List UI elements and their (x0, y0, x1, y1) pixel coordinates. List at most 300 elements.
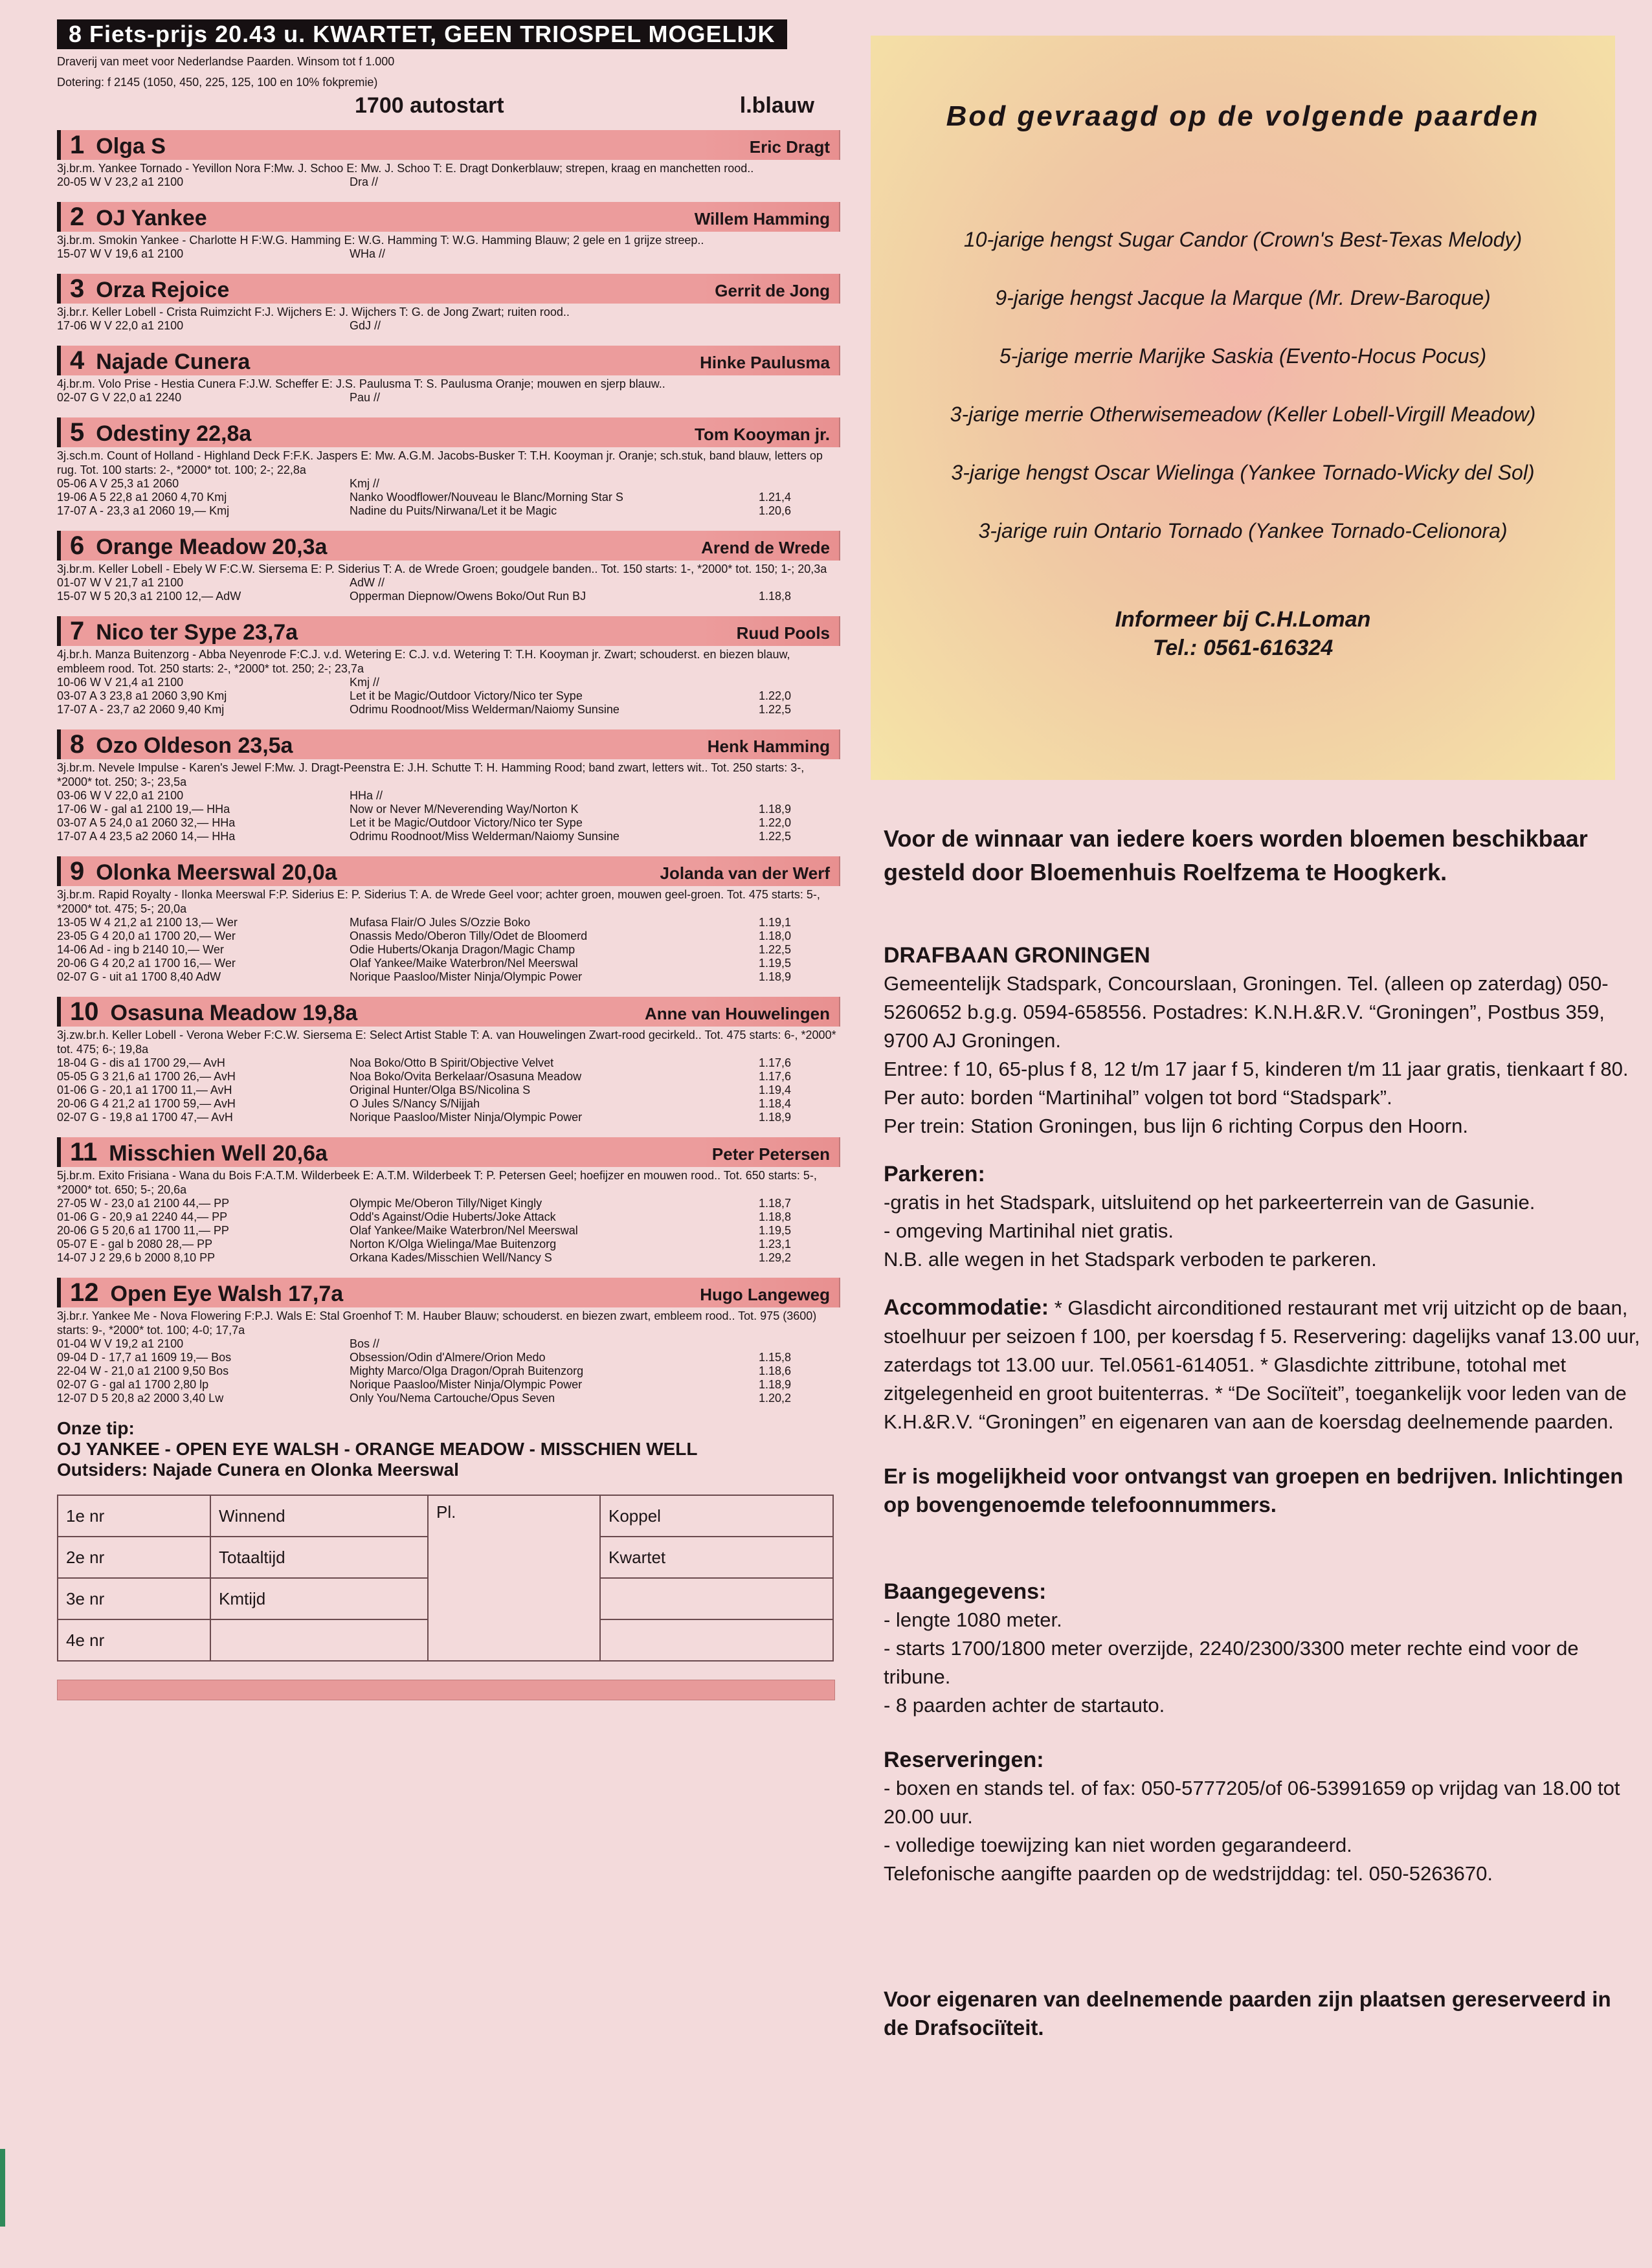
form-cell: 1.19,4 (759, 1084, 792, 1096)
form-cell: 03-07 A 5 24,0 a1 2060 32,— HHa (57, 816, 236, 829)
horse-pedigree: 3j.br.m. Smokin Yankee - Charlotte H F:W.G. Hamming E: W.G. Hamming T: W.G. Hamming Blauw; 2 gele en 1 grijze streep.. (57, 234, 704, 247)
result-cell: 4e nr (58, 1619, 210, 1661)
result-cell: Totaaltijd (210, 1537, 428, 1578)
form-cell: Norique Paasloo/Mister Ninja/Olympic Power (350, 970, 583, 983)
form-table (57, 1197, 799, 1265)
info-line: Per auto: borden “Martinihal” volgen tot bord “Stadspark”. (884, 1086, 1392, 1109)
form-cell (759, 789, 799, 803)
form-cell: 01-06 G - 20,9 a1 2240 44,— PP (57, 1210, 228, 1223)
horse-number: 4 (70, 346, 85, 375)
form-row (57, 916, 799, 929)
result-cell (210, 1619, 428, 1661)
form-cell: 17-07 A 4 23,5 a2 2060 14,— HHa (57, 830, 236, 843)
horse-pedigree: 4j.br.h. Manza Buitenzorg - Abba Neyenrode F:C.J. v.d. Wetering E: C.J. v.d. Wetering T: T.H. Kooyman jr. Zwart; schouderst. en biezen blauw, embleem rood. Tot. 250 starts: 2-, *2000* tot. 250; 2-; 23,7a (57, 648, 790, 675)
form-cell (759, 391, 766, 405)
form-cell: Orkana Kades/Misschien Well/Nancy S (350, 1251, 552, 1264)
form-cell: Noa Boko/Ovita Berkelaar/Osasuna Meadow (350, 1070, 582, 1083)
horse-title (70, 1276, 343, 1307)
horse-entry (57, 616, 840, 717)
drafbaan-lines (884, 970, 1641, 1140)
info-line: Gemeentelijk Stadspark, Concourslaan, Groningen. Tel. (alleen op zaterdag) 050-5260652 b.g.g. 0594-658556. Postadres: K.N.H.&R.V. “Groningen”, Postbus 359, 9700 AJ Groningen. (884, 972, 1609, 1052)
form-cell: 17-07 A - 23,3 a1 2060 19,— Kmj (57, 504, 230, 517)
info-line: - volledige toewijzing kan niet worden gegarandeerd. (884, 1834, 1352, 1856)
form-cell: 1.22,5 (759, 703, 792, 716)
form-cell: 1.18,4 (759, 1097, 792, 1110)
form-row (57, 175, 766, 189)
horse-number: 10 (70, 997, 99, 1026)
horse-pedigree: 4j.br.m. Volo Prise - Hestia Cunera F:J.W. Scheffer E: J.S. Paulusma T: S. Paulusma Oranje; mouwen en sjerp blauw.. (57, 377, 665, 390)
form-cell: WHa // (350, 247, 386, 260)
horse-driver: Tom Kooyman jr. (695, 425, 830, 444)
form-cell (759, 319, 766, 333)
horse-entry (57, 346, 840, 405)
form-row (57, 830, 799, 843)
form-cell: 1.18,8 (759, 590, 792, 603)
result-cell (600, 1619, 833, 1661)
form-cell: 13-05 W 4 21,2 a1 2100 13,— Wer (57, 916, 238, 929)
horse-title (70, 728, 293, 759)
horse-pedigree: 3j.br.m. Nevele Impulse - Karen's Jewel F:Mw. J. Dragt-Peenstra E: J.H. Schutte T: H. Hamming Rood; band zwart, letters wit.. Tot. 250 starts: 3-, *2000* tot. 250; 3-; 23,5a (57, 761, 805, 788)
form-row (57, 1070, 799, 1084)
parkeren-section (884, 1160, 1641, 1274)
form-row (57, 803, 799, 816)
horse-number: 7 (70, 617, 85, 645)
form-cell: 09-04 D - 17,7 a1 1609 19,— Bos (57, 1351, 232, 1364)
horse-entry (57, 729, 840, 843)
form-row (57, 477, 799, 491)
horse-name: Najade Cunera (96, 350, 251, 374)
ad-contact (871, 605, 1615, 662)
horse-driver: Henk Hamming (707, 737, 830, 756)
form-cell: 01-06 G - 20,1 a1 1700 11,— AvH (57, 1084, 232, 1096)
horse-driver: Jolanda van der Werf (660, 863, 830, 883)
form-cell (759, 477, 799, 491)
form-table (57, 676, 799, 717)
form-cell: Only You/Nema Cartouche/Opus Seven (350, 1392, 555, 1405)
form-cell: 1.29,2 (759, 1251, 792, 1264)
form-cell: Now or Never M/Neverending Way/Norton K (350, 803, 579, 816)
result-cell (600, 1578, 833, 1619)
form-cell: GdJ // (350, 319, 381, 332)
ad-box (871, 36, 1615, 780)
form-cell: Obsession/Odin d'Almere/Orion Medo (350, 1351, 546, 1364)
horse-name: Olga S (96, 134, 166, 159)
info-line: - omgeving Martinihal niet gratis. (884, 1219, 1174, 1242)
horse-driver: Hinke Paulusma (700, 353, 830, 372)
form-row (57, 1364, 799, 1378)
horse-title (70, 272, 229, 304)
result-cell: 3e nr (58, 1578, 210, 1619)
form-table (57, 789, 799, 843)
form-row (57, 576, 799, 590)
form-cell: Original Hunter/Olga BS/Nicolina S (350, 1084, 531, 1096)
horse-number: 12 (70, 1278, 99, 1307)
horse-pedigree: 3j.br.m. Yankee Tornado - Yevillon Nora F:Mw. J. Schoo E: Mw. J. Schoo T: E. Dragt Donkerblauw; strepen, kraag en manchetten rood.. (57, 162, 754, 175)
form-cell (759, 1337, 799, 1351)
form-cell (759, 576, 799, 590)
form-row (57, 491, 799, 504)
reserveringen-title: Reserveringen: (884, 1748, 1044, 1772)
horse-entry (57, 1137, 840, 1265)
horse-driver: Willem Hamming (694, 209, 830, 228)
horse-entry (57, 202, 840, 261)
ad-contact-phone: Tel.: 0561-616324 (1152, 636, 1334, 660)
horse-number: 9 (70, 857, 85, 885)
form-cell: 14-06 Ad - ing b 2140 10,— Wer (57, 943, 224, 956)
form-row (57, 1097, 799, 1111)
parkeren-lines (884, 1188, 1641, 1274)
form-cell: 17-06 W - gal a1 2100 19,— HHa (57, 803, 230, 816)
horse-name: Ozo Oldeson 23,5a (96, 733, 293, 758)
form-cell: 01-07 W V 21,7 a1 2100 (57, 576, 184, 589)
form-table (57, 391, 766, 405)
horse-pedigree: 3j.br.m. Rapid Royalty - Ilonka Meerswal F:P. Siderius E: P. Siderius T: A. de Wrede Geel voor; achter groen, mouwen geel-groen. Tot. 475 starts: 5-, *2000* tot. 475; 5-; 20,0a (57, 888, 820, 915)
form-cell: 1.17,6 (759, 1056, 792, 1069)
horse-bar (57, 274, 840, 304)
horse-number: 1 (70, 131, 85, 159)
form-row (57, 1251, 799, 1265)
form-cell: 02-07 G - uit a1 1700 8,40 AdW (57, 970, 221, 983)
tip-label: Onze tip: (57, 1418, 135, 1438)
horse-title (70, 416, 251, 447)
form-cell: O Jules S/Nancy S/Nijjah (350, 1097, 480, 1110)
horse-bar (57, 616, 840, 646)
form-table (57, 175, 766, 189)
horse-name: Osasuna Meadow 19,8a (110, 1001, 358, 1025)
horse-driver: Arend de Wrede (701, 538, 830, 557)
accommodatie-section (884, 1293, 1641, 1436)
horse-bar (57, 729, 840, 759)
horse-bar (57, 1137, 840, 1167)
form-cell: 1.21,4 (759, 491, 792, 504)
form-cell: 23-05 G 4 20,0 a1 1700 20,— Wer (57, 929, 236, 942)
race-distance: 1700 autostart (355, 93, 504, 118)
horse-number: 5 (70, 418, 85, 447)
horse-driver: Peter Petersen (711, 1144, 830, 1164)
form-cell: HHa // (350, 789, 383, 802)
form-cell: 05-07 E - gal b 2080 28,— PP (57, 1238, 213, 1251)
horse-entry (57, 531, 840, 603)
form-row (57, 319, 766, 333)
info-line: Telefonische aangifte paarden op de wedstrijddag: tel. 050-5263670. (884, 1862, 1493, 1885)
horse-number: 2 (70, 203, 85, 231)
form-row (57, 1224, 799, 1238)
horse-name: Orange Meadow 20,3a (96, 535, 328, 559)
form-cell: 1.18,7 (759, 1197, 792, 1210)
horse-title (70, 1135, 328, 1167)
form-cell: Onassis Medo/Oberon Tilly/Odet de Bloomerd (350, 929, 588, 942)
form-cell: 22-04 W - 21,0 a1 2100 9,50 Bos (57, 1364, 229, 1377)
form-cell: 1.15,8 (759, 1351, 792, 1364)
form-cell: Let it be Magic/Outdoor Victory/Nico ter Sype (350, 689, 583, 702)
form-row (57, 789, 799, 803)
form-cell: 1.18,8 (759, 1210, 792, 1223)
horse-title (70, 344, 250, 375)
form-cell: Nanko Woodflower/Nouveau le Blanc/Morning Star S (350, 491, 623, 504)
form-cell: Nadine du Puits/Nirwana/Let it be Magic (350, 504, 557, 517)
info-column (884, 822, 1641, 2042)
form-cell: 1.23,1 (759, 1238, 792, 1251)
baan-lines (884, 1606, 1641, 1720)
ad-item: 5-jarige merrie Marijke Saskia (Evento-Hocus Pocus) (999, 344, 1487, 368)
info-line: - lengte 1080 meter. (884, 1608, 1062, 1631)
horse-name: Misschien Well 20,6a (109, 1141, 328, 1166)
result-cell: Kwartet (600, 1537, 833, 1578)
form-row (57, 1378, 799, 1392)
horse-entry (57, 856, 840, 984)
form-cell: 02-07 G - gal a1 1700 2,80 lp (57, 1378, 209, 1391)
form-cell: Olympic Me/Oberon Tilly/Niget Kingly (350, 1197, 542, 1210)
horse-name: Odestiny 22,8a (96, 421, 252, 446)
form-cell: Dra // (350, 175, 379, 188)
form-cell: Norton K/Olga Wielinga/Mae Buitenzorg (350, 1238, 557, 1251)
result-cell: Koppel (600, 1495, 833, 1537)
form-cell: 03-07 A 3 23,8 a1 2060 3,90 Kmj (57, 689, 227, 702)
form-cell: 27-05 W - 23,0 a1 2100 44,— PP (57, 1197, 230, 1210)
form-cell: 02-07 G V 22,0 a1 2240 (57, 391, 182, 404)
info-line: Per trein: Station Groningen, bus lijn 6 richting Corpus den Hoorn. (884, 1115, 1468, 1137)
horse-driver: Anne van Houwelingen (644, 1004, 830, 1023)
owners-notice: Voor eigenaren van deelnemende paarden zijn plaatsen gereserveerd in de Drafsociïteit. (884, 1987, 1611, 2040)
form-row (57, 689, 799, 703)
horse-entry (57, 417, 840, 518)
form-cell: 17-06 W V 22,0 a1 2100 (57, 319, 184, 332)
form-cell: Norique Paasloo/Mister Ninja/Olympic Power (350, 1378, 583, 1391)
form-cell: Kmj // (350, 676, 380, 689)
form-row (57, 1197, 799, 1210)
form-cell: 02-07 G - 19,8 a1 1700 47,— AvH (57, 1111, 233, 1124)
horse-pedigree: 3j.br.m. Keller Lobell - Ebely W F:C.W. Siersema E: P. Siderius T: A. de Wrede Groen; goudgele banden.. Tot. 150 starts: 1-, *2000* tot. 150; 1-; 20,3a (57, 562, 827, 575)
form-cell: 1.17,6 (759, 1070, 792, 1083)
race-program (57, 19, 840, 1700)
form-cell: 1.22,0 (759, 816, 792, 829)
horse-pedigree: 3j.br.r. Keller Lobell - Crista Ruimzicht F:J. Wijchers E: J. Wijchers T: G. de Jong Zwart; ruiten rood.. (57, 306, 570, 318)
flowers-notice: Voor de winnaar van iedere koers worden bloemen beschikbaar gesteld door Bloemenhuis Roelfzema te Hoogkerk. (884, 825, 1588, 885)
tip-section (57, 1418, 840, 1480)
result-cell: 2e nr (58, 1537, 210, 1578)
form-cell: 1.19,5 (759, 957, 792, 970)
form-cell: Odie Huberts/Okanja Dragon/Magic Champ (350, 943, 575, 956)
horse-number: 11 (70, 1138, 98, 1166)
form-cell: 1.18,9 (759, 1111, 792, 1124)
baan-title: Baangegevens: (884, 1579, 1047, 1604)
horse-driver: Eric Dragt (749, 137, 830, 157)
result-cell: Winnend (210, 1495, 428, 1537)
drafbaan-title: DRAFBAAN GRONINGEN (884, 943, 1150, 968)
form-cell: 14-07 J 2 29,6 b 2000 8,10 PP (57, 1251, 216, 1264)
ad-item: 3-jarige merrie Otherwisemeadow (Keller Lobell-Virgill Meadow) (950, 403, 1536, 426)
info-line: -gratis in het Stadspark, uitsluitend op het parkeerterrein van de Gasunie. (884, 1191, 1535, 1214)
form-cell: 1.22,0 (759, 689, 792, 702)
form-row (57, 247, 766, 261)
form-row (57, 929, 799, 943)
horse-name: Nico ter Sype 23,7a (96, 620, 298, 645)
form-cell: 20-06 G 5 20,6 a1 1700 11,— PP (57, 1224, 229, 1237)
horse-bar (57, 202, 840, 232)
form-cell: 1.18,0 (759, 929, 792, 942)
race-color: l.blauw (739, 93, 814, 118)
baan-section (884, 1577, 1641, 1720)
horse-bar (57, 417, 840, 447)
race-prize: Dotering: f 2145 (1050, 450, 225, 125, 100 en 10% fokpremie) (57, 76, 378, 89)
form-cell: 10-06 W V 21,4 a1 2100 (57, 676, 184, 689)
form-cell: 15-07 W V 19,6 a1 2100 (57, 247, 184, 260)
tip-outsiders: Outsiders: Najade Cunera en Olonka Meerswal (57, 1460, 459, 1480)
form-row (57, 1056, 799, 1070)
form-row (57, 1337, 799, 1351)
ad-item: 3-jarige hengst Oscar Wielinga (Yankee Tornado-Wicky del Sol) (951, 461, 1535, 484)
horse-title (70, 529, 327, 561)
horse-title (70, 854, 337, 886)
horse-title (70, 200, 207, 232)
form-cell: Opperman Diepnow/Owens Boko/Out Run BJ (350, 590, 586, 603)
form-cell: Odrimu Roodnoot/Miss Welderman/Naiomy Sunsine (350, 830, 620, 843)
ad-item: 3-jarige ruin Ontario Tornado (Yankee Tornado-Celionora) (978, 519, 1508, 542)
info-line: - starts 1700/1800 meter overzijde, 2240/2300/3300 meter rechte eind voor de tribune. (884, 1637, 1579, 1688)
info-line: N.B. alle wegen in het Stadspark verboden te parkeren. (884, 1248, 1377, 1271)
horse-title (70, 614, 298, 646)
form-cell: 1.18,6 (759, 1364, 792, 1377)
horse-number: 8 (70, 730, 85, 759)
horse-entry (57, 997, 840, 1124)
horse-entry (57, 274, 840, 333)
info-line: - boxen en stands tel. of fax: 050-5777205/of 06-53991659 op vrijdag van 18.00 tot 20.00 uur. (884, 1777, 1620, 1828)
form-row (57, 590, 799, 603)
form-table (57, 247, 766, 261)
horse-driver: Ruud Pools (736, 623, 830, 643)
form-cell: 05-06 A V 25,3 a1 2060 (57, 477, 179, 490)
race-meta (57, 93, 840, 118)
horse-entry (57, 1278, 840, 1405)
ad-contact-name: Informeer bij C.H.Loman (1115, 607, 1371, 632)
horse-number: 3 (70, 274, 85, 303)
form-row (57, 1210, 799, 1224)
form-cell: 17-07 A - 23,7 a2 2060 9,40 Kmj (57, 703, 225, 716)
form-row (57, 676, 799, 689)
form-cell: 1.18,9 (759, 970, 792, 983)
horse-bar (57, 856, 840, 886)
form-table (57, 916, 799, 984)
horse-bar (57, 346, 840, 375)
form-cell: Olaf Yankee/Maike Waterbron/Nel Meerswal (350, 957, 578, 970)
form-cell: 1.19,5 (759, 1224, 792, 1237)
horse-pedigree: 5j.br.m. Exito Frisiana - Wana du Bois F:A.T.M. Wilderbeek E: A.T.M. Wilderbeek T: P. Petersen Geel; hoefijzer en mouwen rood.. Tot. 650 starts: 5-, *2000* tot. 650; 5-; 20,6a (57, 1169, 817, 1196)
form-cell: 15-07 W 5 20,3 a1 2100 12,— AdW (57, 590, 241, 603)
form-cell: 1.18,9 (759, 1378, 792, 1391)
form-cell: 1.22,5 (759, 830, 792, 843)
form-cell: Mighty Marco/Olga Dragon/Oprah Buitenzorg (350, 1364, 584, 1377)
accommodatie-title: Accommodatie: (884, 1295, 1049, 1320)
form-table (57, 477, 799, 518)
result-table (57, 1495, 834, 1662)
form-cell: Kmj // (350, 477, 380, 490)
horse-driver: Hugo Langeweg (700, 1285, 830, 1304)
parkeren-title: Parkeren: (884, 1162, 985, 1186)
horse-pedigree: 3j.br.r. Yankee Me - Nova Flowering F:P.J. Wals E: Stal Groenhof T: M. Hauber Blauw; schouderst. en biezen zwart, embleem rood.. Tot. 975 (3600) starts: 9-, *2000* tot. 100; 4-0; 17,7a (57, 1309, 817, 1337)
horse-driver: Gerrit de Jong (715, 281, 830, 300)
form-table (57, 1056, 799, 1124)
form-cell: 19-06 A 5 22,8 a1 2060 4,70 Kmj (57, 491, 227, 504)
form-table (57, 319, 766, 333)
form-cell: Norique Paasloo/Mister Ninja/Olympic Power (350, 1111, 583, 1124)
form-cell: 03-06 W V 22,0 a1 2100 (57, 789, 184, 802)
horse-number: 6 (70, 531, 85, 560)
reserveringen-section (884, 1746, 1641, 1888)
horse-name: Open Eye Walsh 17,7a (110, 1282, 344, 1306)
form-cell: Bos // (350, 1337, 380, 1350)
form-row (57, 1111, 799, 1124)
horse-entry (57, 130, 840, 189)
form-table (57, 576, 799, 603)
drafbaan-section (884, 941, 1641, 1140)
form-cell: Noa Boko/Otto B Spirit/Objective Velvet (350, 1056, 554, 1069)
form-cell: 1.20,6 (759, 504, 792, 517)
form-cell: Let it be Magic/Outdoor Victory/Nico ter Sype (350, 816, 583, 829)
form-cell: 20-05 W V 23,2 a1 2100 (57, 175, 184, 188)
race-subtitle: Draverij van meet voor Nederlandse Paarden. Winsom tot f 1.000 (57, 55, 395, 68)
form-row (57, 1351, 799, 1364)
tip-picks: OJ YANKEE - OPEN EYE WALSH - ORANGE MEADOW - MISSCHIEN WELL (57, 1439, 698, 1459)
horse-name: OJ Yankee (96, 206, 207, 230)
form-cell: 12-07 D 5 20,8 a2 2000 3,40 Lw (57, 1392, 224, 1405)
horse-list (57, 130, 840, 1405)
form-cell: 1.20,2 (759, 1392, 792, 1405)
form-table (57, 1337, 799, 1405)
form-cell: 01-04 W V 19,2 a1 2100 (57, 1337, 184, 1350)
form-row (57, 816, 799, 830)
form-cell: Odrimu Roodnoot/Miss Welderman/Naiomy Sunsine (350, 703, 620, 716)
result-cell: 1e nr (58, 1495, 210, 1537)
horse-title (70, 128, 166, 160)
form-cell: 20-06 G 4 20,2 a1 1700 16,— Wer (57, 957, 236, 970)
ad-title: Bod gevraagd op de volgende paarden (946, 100, 1540, 132)
form-cell: Odd's Against/Odie Huberts/Joke Attack (350, 1210, 556, 1223)
form-row (57, 703, 799, 717)
form-cell: AdW // (350, 576, 385, 589)
reserveringen-lines (884, 1774, 1641, 1888)
result-cell: Pl. (428, 1495, 600, 1661)
form-row (57, 504, 799, 518)
form-cell: 18-04 G - dis a1 1700 29,— AvH (57, 1056, 225, 1069)
accommodatie-text: * Glasdicht airconditioned restaurant met vrij uitzicht op de baan, stoelhuur per seizoen f 100, per koersdag f 5. Reservering: dagelijks vanaf 13.00 uur, zaterdags tot 13.00 uur. Tel.0561-614051. * Glasdichte zittribune, totohal met zitgelegenheid en groot buitenterras. * “De Sociïteit”, toegankelijk voor leden van de K.H.&R.V. “Groningen” en eigenaren van aan de koersdag deelnemende paarden. (884, 1296, 1640, 1433)
horse-bar (57, 130, 840, 160)
result-cell: Kmtijd (210, 1578, 428, 1619)
info-line: Entree: f 10, 65-plus f 8, 12 t/m 17 jaar f 5, kinderen t/m 11 jaar gratis, tienkaart f 80. (884, 1058, 1629, 1080)
bottom-bar (57, 1680, 835, 1700)
info-line: - 8 paarden achter de startauto. (884, 1694, 1165, 1717)
form-cell: 1.22,5 (759, 943, 792, 956)
form-cell: 1.18,9 (759, 803, 792, 816)
form-cell: Mufasa Flair/O Jules S/Ozzie Boko (350, 916, 531, 929)
race-header: 8 Fiets-prijs 20.43 u. KWARTET, GEEN TRIOSPEL MOGELIJK (57, 19, 787, 49)
ad-item: 10-jarige hengst Sugar Candor (Crown's Best-Texas Melody) (963, 228, 1523, 251)
groepen-notice: Er is mogelijkheid voor ontvangst van groepen en bedrijven. Inlichtingen op bovengenoemde telefoonnummers. (884, 1464, 1624, 1517)
ad-item: 9-jarige hengst Jacque la Marque (Mr. Drew-Baroque) (995, 286, 1491, 309)
form-row (57, 1392, 799, 1405)
horse-pedigree: 3j.sch.m. Count of Holland - Highland Deck F:F.K. Jaspers E: Mw. A.G.M. Jacobs-Busker T: T.H. Kooyman jr. Oranje; sch.stuk, band blauw, letters op rug. Tot. 100 starts: 2-, *2000* tot. 100; 2-; 22,8a (57, 449, 823, 476)
form-row (57, 970, 799, 984)
form-cell: Olaf Yankee/Maike Waterbron/Nel Meerswal (350, 1224, 578, 1237)
horse-name: Olonka Meerswal 20,0a (96, 860, 337, 885)
horse-title (70, 995, 357, 1027)
form-row (57, 1238, 799, 1251)
form-cell (759, 175, 766, 189)
edge-mark (0, 2149, 5, 2227)
form-row (57, 957, 799, 970)
form-row (57, 1084, 799, 1097)
horse-pedigree: 3j.zw.br.h. Keller Lobell - Verona Weber F:C.W. Siersema E: Select Artist Stable T: A. van Houwelingen Zwart-rood gecirkeld.. Tot. 475 starts: 6-, *2000* tot. 475; 6-; 19,8a (57, 1028, 836, 1056)
horse-bar (57, 531, 840, 561)
